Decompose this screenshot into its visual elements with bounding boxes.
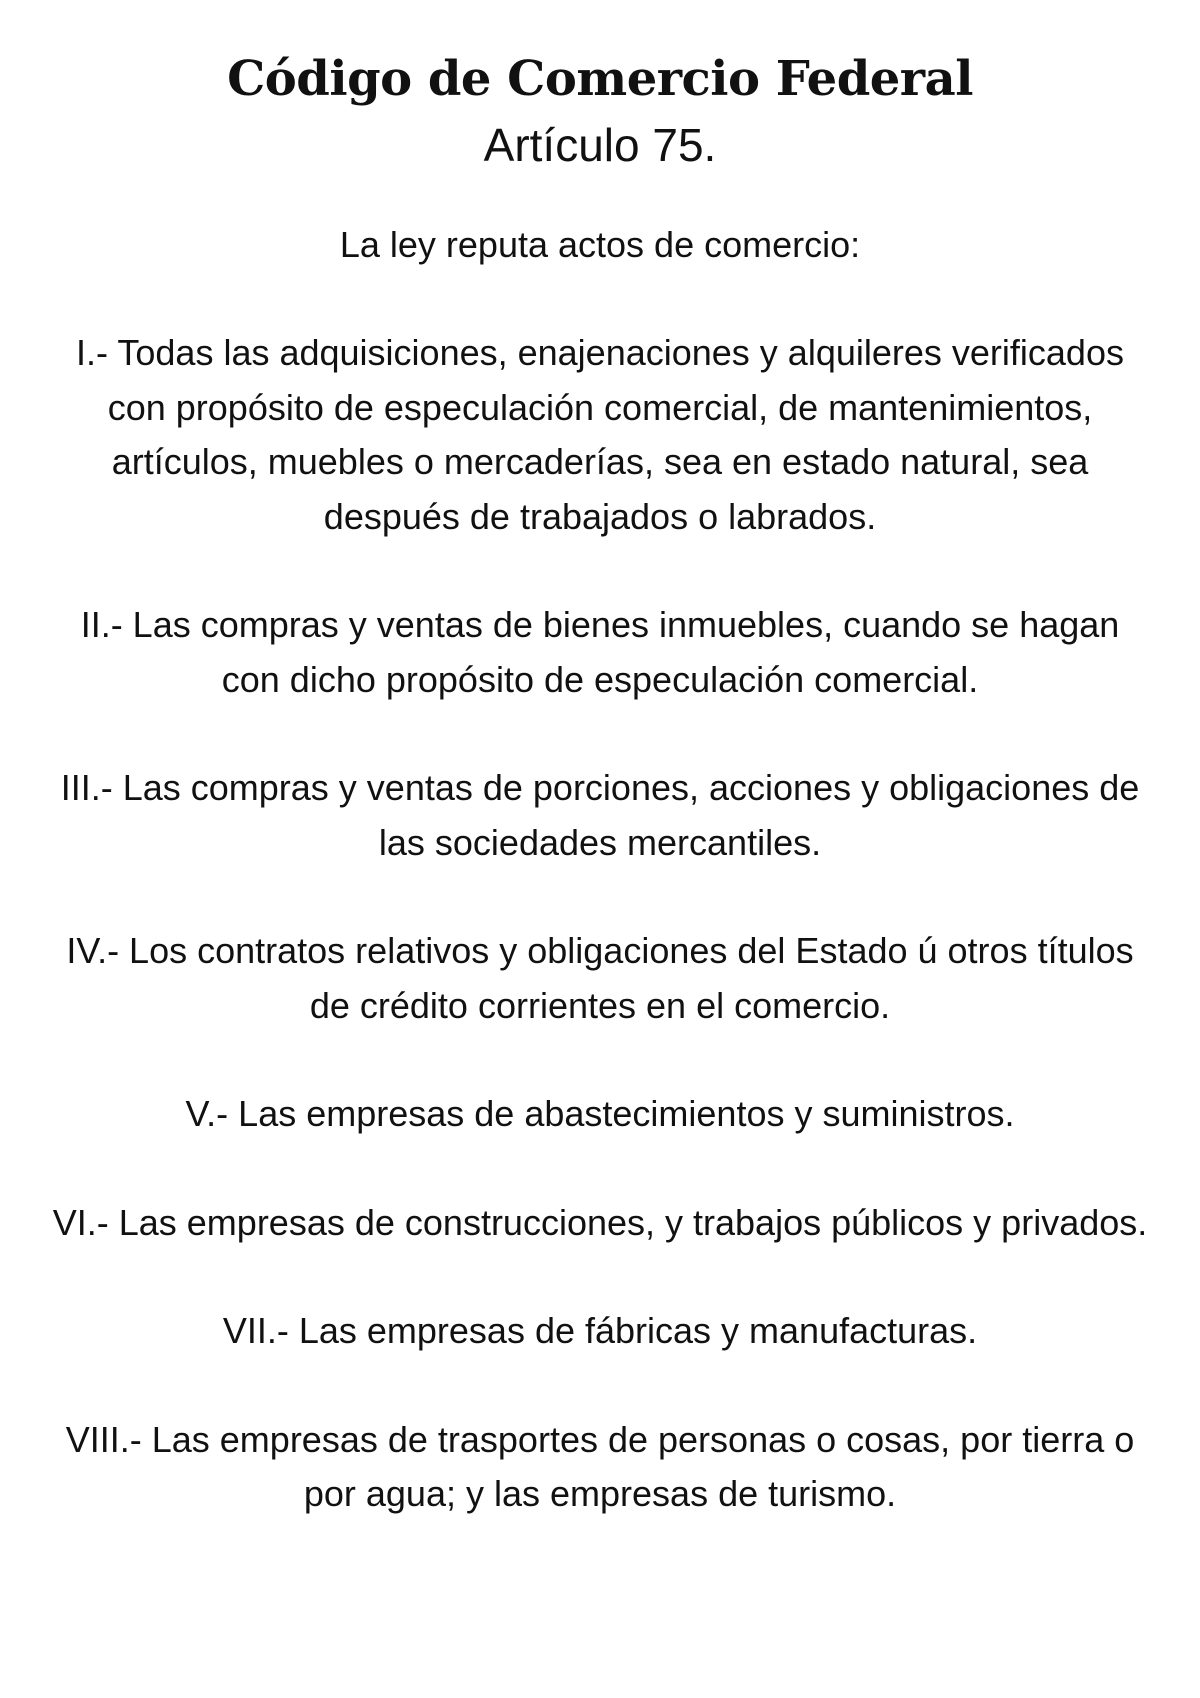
intro-text: La ley reputa actos de comercio:: [339, 224, 861, 265]
clause-item: VII.- Las empresas de fábricas y manufacturas.: [222, 1310, 978, 1351]
clause-item: III.- Las compras y ventas de porciones, acciones y obligaciones de las sociedades mercantiles.: [60, 767, 1140, 863]
clause-list: [40, 326, 1160, 1522]
article-number: Artículo 75.: [483, 119, 717, 171]
clause-item: VI.- Las empresas de construcciones, y trabajos públicos y privados.: [52, 1201, 1148, 1243]
clause-item: II.- Las compras y ventas de bienes inmuebles, cuando se hagan con dicho propósito de especulación comercial.: [80, 604, 1120, 700]
clause-item: VIII.- Las empresas de trasportes de personas o cosas, por tierra o por agua; y las empresas de turismo.: [65, 1418, 1135, 1514]
clause-item: I.- Todas las adquisiciones, enajenaciones y alquileres verificados con propósito de especulación comercial, de mantenimientos, artículos, muebles o mercaderías, sea en estado natural, sea después de trabajados o labrados.: [76, 332, 1124, 537]
clause-item: V.- Las empresas de abastecimientos y suministros.: [185, 1093, 1015, 1134]
clause-item: IV.- Los contratos relativos y obligaciones del Estado ú otros títulos de crédito corrientes en el comercio.: [66, 930, 1134, 1026]
document-title: Código de Comercio Federal: [227, 51, 973, 107]
